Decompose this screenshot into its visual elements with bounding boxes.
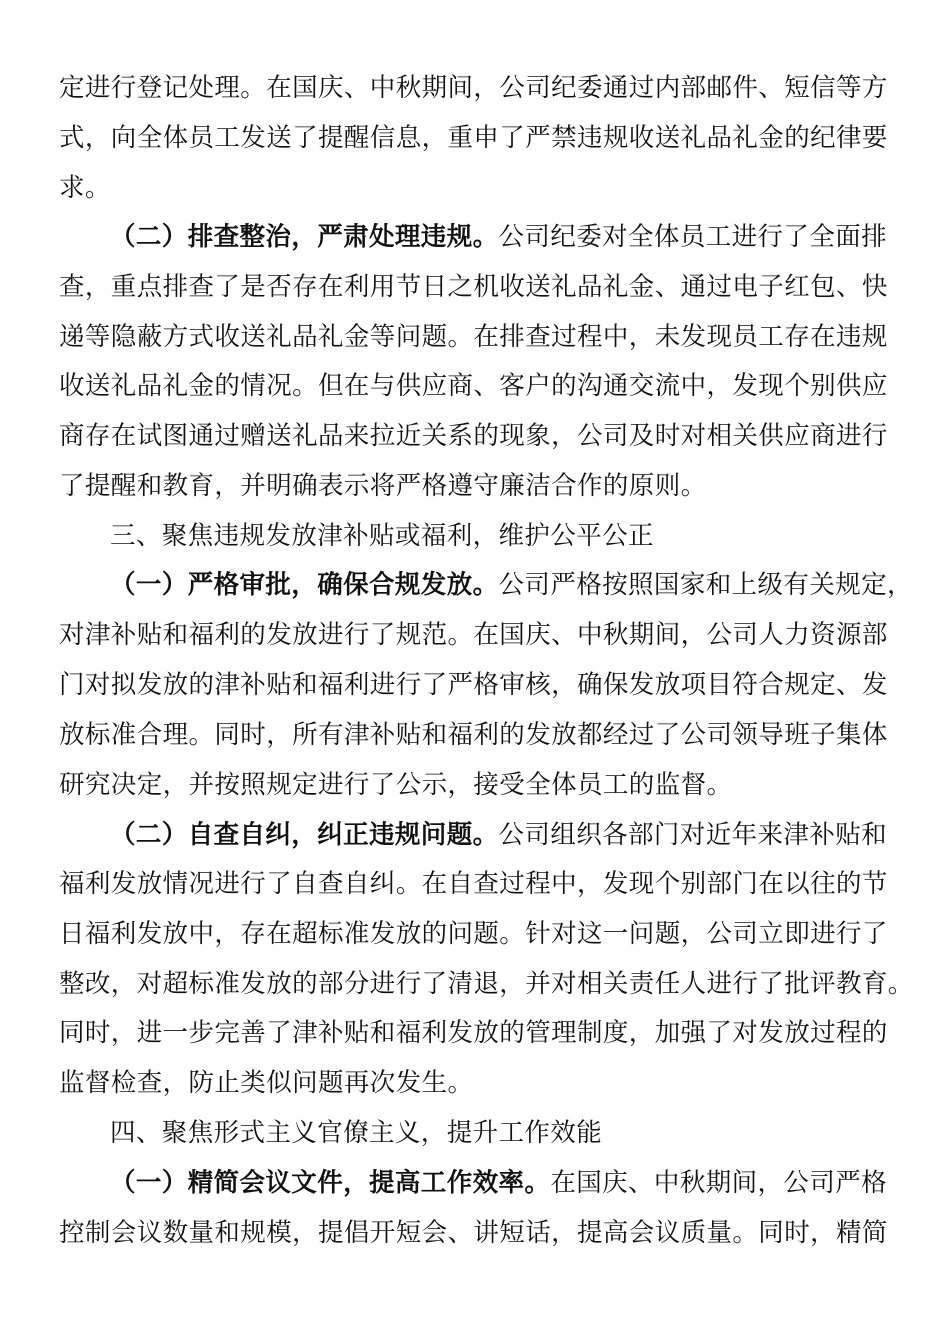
text-line: 福利发放情况进行了自查自纠。在自查过程中，发现个别部门在以往的节 xyxy=(59,869,888,899)
section-heading: 三、聚焦违规发放津补贴或福利，维护公平公正 xyxy=(110,521,654,551)
text-line: 整改，对超标准发放的部分进行了清退，并对相关责任人进行了批评教育。 xyxy=(59,969,914,999)
paragraph-start xyxy=(110,222,887,252)
text-line: 递等隐蔽方式收送礼品礼金等问题。在排查过程中，未发现员工存在违规 xyxy=(59,322,888,352)
text-line: 研究决定，并按照规定进行了公示，接受全体员工的监督。 xyxy=(59,770,733,800)
text-line: 控制会议数量和规模，提倡开短会、讲短话，提高会议质量。同时，精简 xyxy=(59,1218,888,1248)
paragraph-heading-bold: （二）排查整治，严肃处理违规。 xyxy=(110,222,499,252)
paragraph-heading-bold: （一）严格审批，确保合规发放。 xyxy=(110,570,499,600)
text-line: 商存在试图通过赠送礼品来拉近关系的现象，公司及时对相关供应商进行 xyxy=(59,421,888,451)
text-line: 收送礼品礼金的情况。但在与供应商、客户的沟通交流中，发现个别供应 xyxy=(59,371,888,401)
text-line: 日福利发放中，存在超标准发放的问题。针对这一问题，公司立即进行了 xyxy=(59,919,888,949)
paragraph-text: 公司纪委对全体员工进行了全面排 xyxy=(498,222,888,252)
text-line: 求。 xyxy=(59,173,111,203)
paragraph-start xyxy=(110,1168,887,1198)
paragraph-start xyxy=(110,570,913,600)
paragraph-text: 在国庆、中秋期间，公司严格 xyxy=(550,1168,888,1198)
text-line: 了提醒和教育，并明确表示将严格遵守廉洁合作的原则。 xyxy=(59,471,707,501)
text-line: 同时，进一步完善了津补贴和福利发放的管理制度，加强了对发放过程的 xyxy=(59,1018,888,1048)
paragraph-heading-bold: （一）精简会议文件，提高工作效率。 xyxy=(110,1168,551,1198)
text-line: 对津补贴和福利的发放进行了规范。在国庆、中秋期间，公司人力资源部 xyxy=(59,620,888,650)
paragraph-heading-bold: （二）自查自纠，纠正违规问题。 xyxy=(110,820,499,850)
text-line: 定进行登记处理。在国庆、中秋期间，公司纪委通过内部邮件、短信等方 xyxy=(59,73,888,103)
paragraph-start xyxy=(110,820,887,850)
text-line: 式，向全体员工发送了提醒信息，重申了严禁违规收送礼品礼金的纪律要 xyxy=(59,123,888,153)
paragraph-text: 公司组织各部门对近年来津补贴和 xyxy=(498,820,888,850)
paragraph-text: 公司严格按照国家和上级有关规定， xyxy=(498,570,913,600)
text-line: 放标准合理。同时，所有津补贴和福利的发放都经过了公司领导班子集体 xyxy=(59,720,888,750)
section-heading: 四、聚焦形式主义官僚主义，提升工作效能 xyxy=(110,1118,603,1148)
text-line: 门对拟发放的津补贴和福利进行了严格审核，确保发放项目符合规定、发 xyxy=(59,670,888,700)
text-line: 查，重点排查了是否存在利用节日之机收送礼品礼金、通过电子红包、快 xyxy=(59,272,888,302)
text-line: 监督检查，防止类似问题再次发生。 xyxy=(59,1068,474,1098)
